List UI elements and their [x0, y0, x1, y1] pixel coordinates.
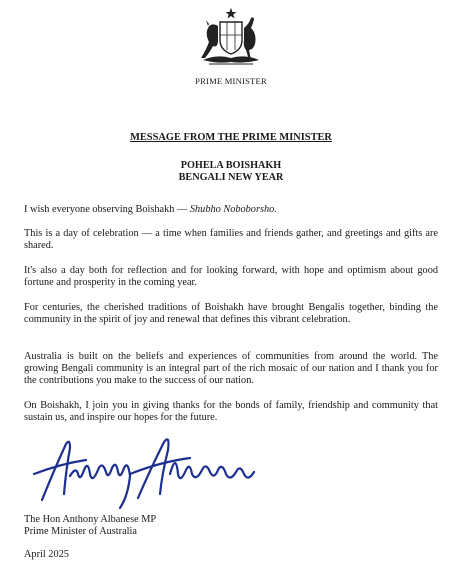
- greeting-prefix: I wish everyone observing Boishakh —: [24, 204, 190, 215]
- signatory-name: The Hon Anthony Albanese MP: [24, 514, 157, 525]
- paragraph-australia: Australia is built on the beliefs and experiences of communities from around the world. The growing Bengali community is an integral part of the rich mosaic of our nation and I thank you for the contributions you make to the success of our nation.: [24, 351, 438, 386]
- paragraph-traditions: For centuries, the cherished traditions of Boishakh have brought Bengalis together, binding the community in the spirit of joy and renewal that defines this vibrant celebration.: [24, 302, 438, 325]
- greeting-phrase: Shubho Noboborsho.: [189, 204, 277, 215]
- subtitle-line-1: POHELA BOISHAKH: [180, 160, 282, 171]
- office-title: PRIME MINISTER: [195, 76, 267, 86]
- message-title: MESSAGE FROM THE PRIME MINISTER: [130, 132, 332, 143]
- subtitle-line-2: BENGALI NEW YEAR: [178, 172, 284, 183]
- paragraph-thanks: On Boishakh, I join you in giving thanks for the bonds of family, friendship and community that sustain us, and inspire our hopes for the future.: [24, 400, 438, 423]
- letter-date: April 2025: [24, 549, 69, 560]
- greeting-paragraph: [24, 204, 438, 216]
- australian-coat-of-arms-icon: [191, 6, 271, 68]
- paragraph-celebration: This is a day of celebration — a time when families and friends gather, and greetings and gifts are shared.: [24, 228, 438, 251]
- signatory-role: Prime Minister of Australia: [24, 526, 137, 537]
- handwritten-signature: [20, 430, 260, 516]
- paragraph-reflection: It's also a day both for reflection and for looking forward, with hope and optimism about good fortune and prosperity in the coming year.: [24, 265, 438, 288]
